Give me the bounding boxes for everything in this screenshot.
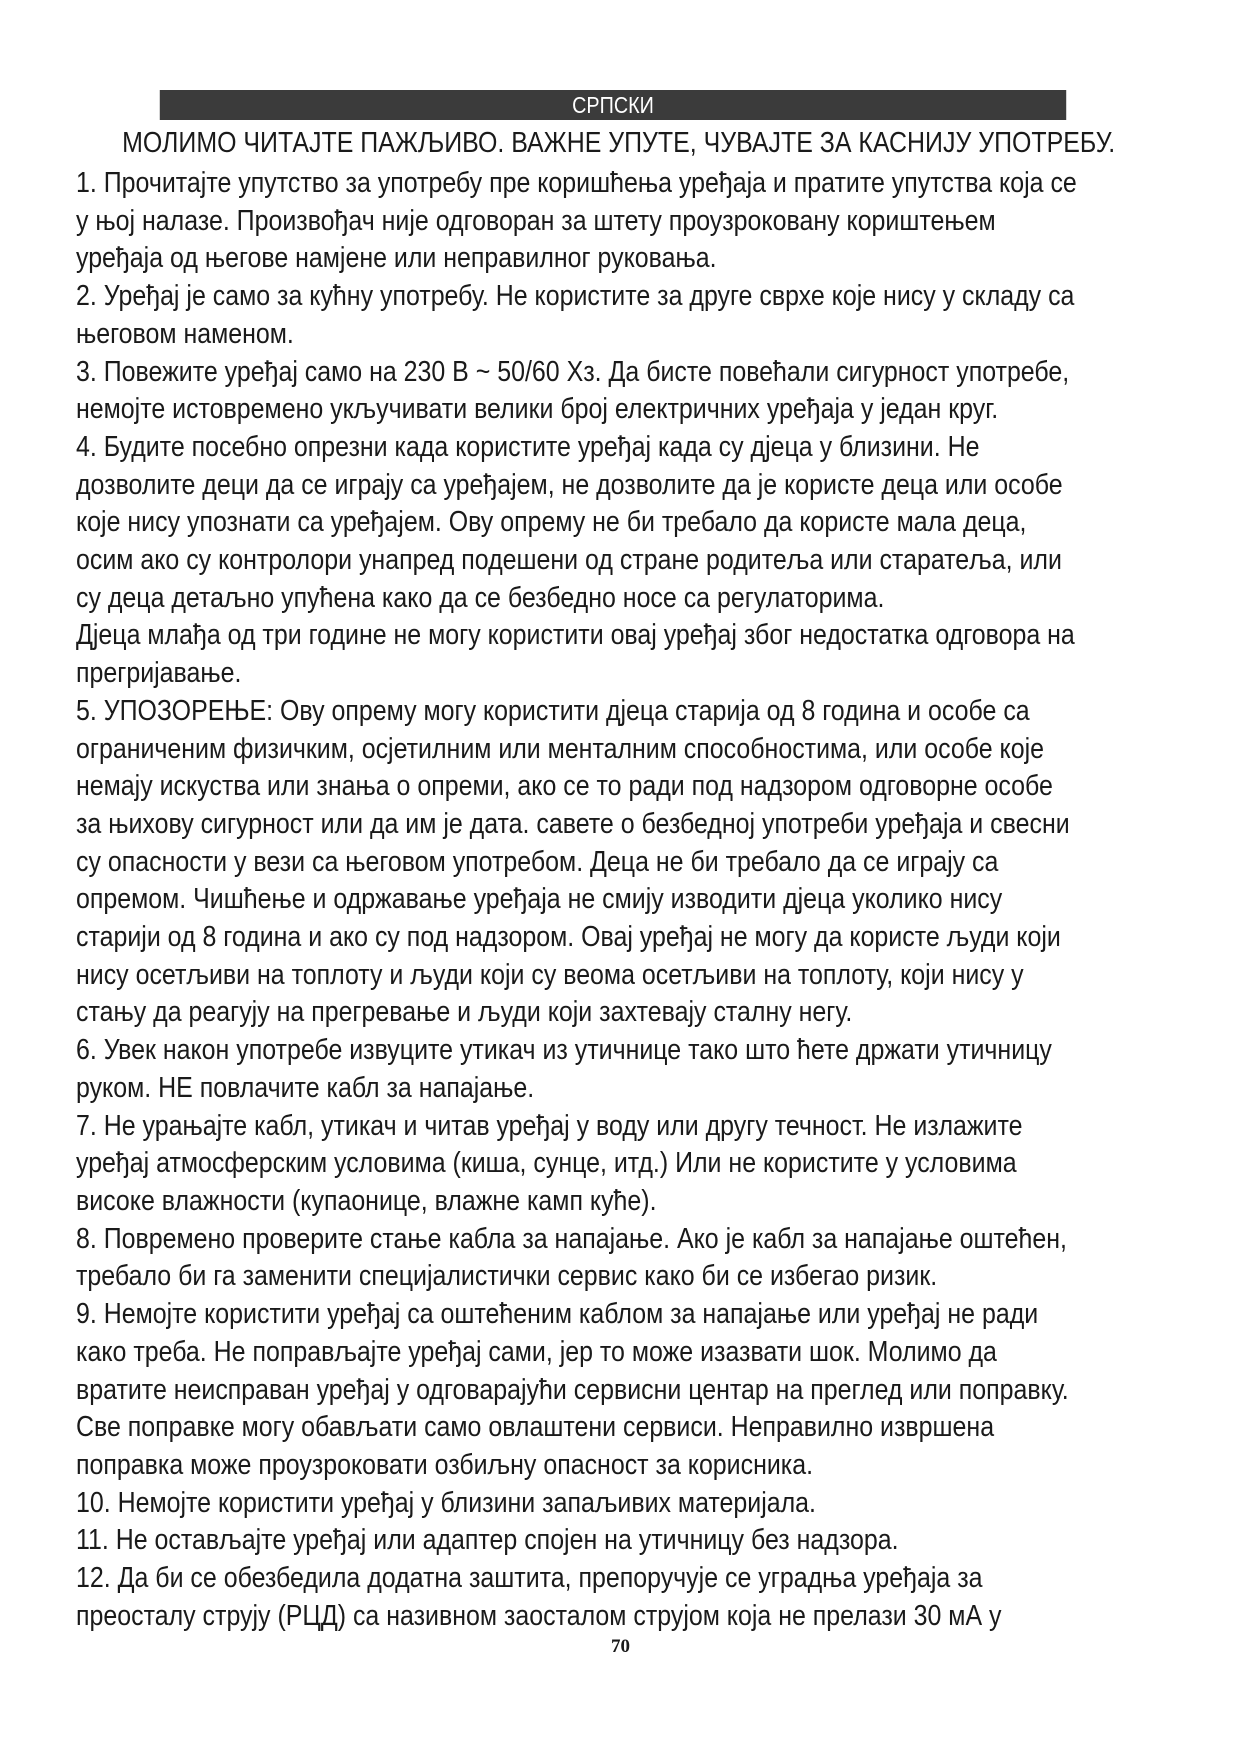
text-line: вратите неисправан уређај у одговарајући сервисни центар на преглед или поправку. — [76, 1373, 1069, 1406]
text-line: 12. Да би се обезбедила додатна заштита, препоручује се уградња уређаја за — [76, 1562, 983, 1595]
language-header-bar — [160, 90, 1066, 120]
text-line: осим ако су контролори унапред подешени од стране родитеља или старатеља, или — [76, 544, 1062, 577]
text-line: уређај атмосферским условима (киша, сунце, итд.) Или не користите у условима — [76, 1147, 1017, 1180]
text-line: поправка може проузроковати озбиљну опасност за корисника. — [76, 1448, 814, 1481]
text-line: су деца детаљно упућена како да се безбедно носе са регулаторима. — [76, 581, 885, 614]
text-line: 3. Повежите уређај само на 230 В ~ 50/60 Хз. Да бисте повећали сигурност употребе, — [76, 355, 1070, 388]
text-line: старији од 8 година и ако су под надзором. Овај уређај не могу да користе људи који — [76, 921, 1061, 954]
text-line: требало би га заменити специјалистички сервис како би се избегао ризик. — [76, 1260, 938, 1293]
text-line: руком. НЕ повлачите кабл за напајање. — [76, 1071, 535, 1104]
text-line: ограниченим физичким, осјетилним или менталним способностима, или особе које — [76, 732, 1045, 765]
text-line: 4. Будите посебно опрезни када користите уређај када су дјеца у близини. Не — [76, 430, 980, 463]
text-line: су опасности у вези са његовом употребом. Деца не би требало да се играју са — [76, 845, 999, 878]
text-line: стању да реагују на прегревање и људи који захтевају сталну негу. — [76, 996, 853, 1029]
language-label: СРПСКИ — [572, 92, 654, 118]
text-line: у њој налазе. Произвођач није одговоран за штету проузроковану кориштењем — [76, 204, 996, 237]
text-line: које нису упознати са уређајем. Ову опрему не би требало да користе мала деца, — [76, 506, 1027, 539]
text-line: 7. Не урањајте кабл, утикач и читав уређај у воду или другу течност. Не излажите — [76, 1109, 1023, 1142]
text-line: 9. Немојте користити уређај са оштећеним каблом за напајање или уређај не ради — [76, 1298, 1039, 1331]
text-line: 2. Уређај је само за кућну употребу. Не користите за друге сврхе које нису у складу са — [76, 280, 1075, 313]
text-line: 10. Немојте користити уређај у близини запаљивих материјала. — [76, 1486, 816, 1519]
text-line: преосталу струју (РЦД) са називном заосталом струјом која не прелази 30 мА у — [76, 1599, 1002, 1632]
text-line: високе влажности (купаонице, влажне камп куће). — [76, 1184, 657, 1217]
text-line: Дјеца млађа од три године не могу користити овај уређај због недостатка одговора на — [76, 619, 1075, 652]
document-content — [76, 124, 1161, 1635]
text-line: нису осетљиви на топлоту и људи који су веома осетљиви на топлоту, који нису у — [76, 958, 1024, 991]
text-line: како треба. Не поправљајте уређај сами, јер то може изазвати шок. Молимо да — [76, 1335, 997, 1368]
text-line: његовом наменом. — [76, 317, 294, 350]
text-line: прегријавање. — [76, 657, 242, 690]
instructions-body — [76, 165, 1161, 1635]
text-line: 1. Прочитајте упутство за употребу пре коришћења уређаја и пратите упутства која се — [76, 167, 1077, 199]
text-line: немојте истовремено укључивати велики број електричних уређаја у један круг. — [76, 393, 999, 426]
text-line: опремом. Чишћење и одржавање уређаја не смију изводити дјеца уколико нису — [76, 883, 1003, 916]
text-line: дозволите деци да се играју са уређајем, не дозволите да је користе деца или особе — [76, 468, 1063, 501]
text-line: Све поправке могу обављати само овлаштени сервиси. Неправилно извршена — [76, 1411, 995, 1444]
text-line: 5. УПОЗОРЕЊЕ: Ову опрему могу користити дјеца старија од 8 година и особе са — [76, 694, 1030, 727]
text-line: 8. Повремено проверите стање кабла за напајање. Ако је кабл за напајање оштећен, — [76, 1222, 1067, 1255]
text-line: 6. Увек након употребе извуците утикач из утичнице тако што ћете држати утичницу — [76, 1034, 1052, 1067]
text-line: 11. Не остављајте уређај или адаптер спојен на утичницу без надзора. — [76, 1524, 899, 1557]
text-line: немају искуства или знања о опреми, ако се то ради под надзором одговорне особе — [76, 770, 1053, 803]
text-line: за њихову сигурност или да им је дата. савете о безбедној употреби уређаја и свесни — [76, 807, 1070, 840]
text-line: уређаја од његове намјене или неправилног руковања. — [76, 242, 717, 275]
page-number: 70 — [611, 1636, 630, 1657]
document-title: МОЛИМО ЧИТАЈТЕ ПАЖЉИВО. ВАЖНЕ УПУТЕ, ЧУВАЈТЕ ЗА КАСНИЈУ УПОТРЕБУ. — [122, 127, 1116, 159]
